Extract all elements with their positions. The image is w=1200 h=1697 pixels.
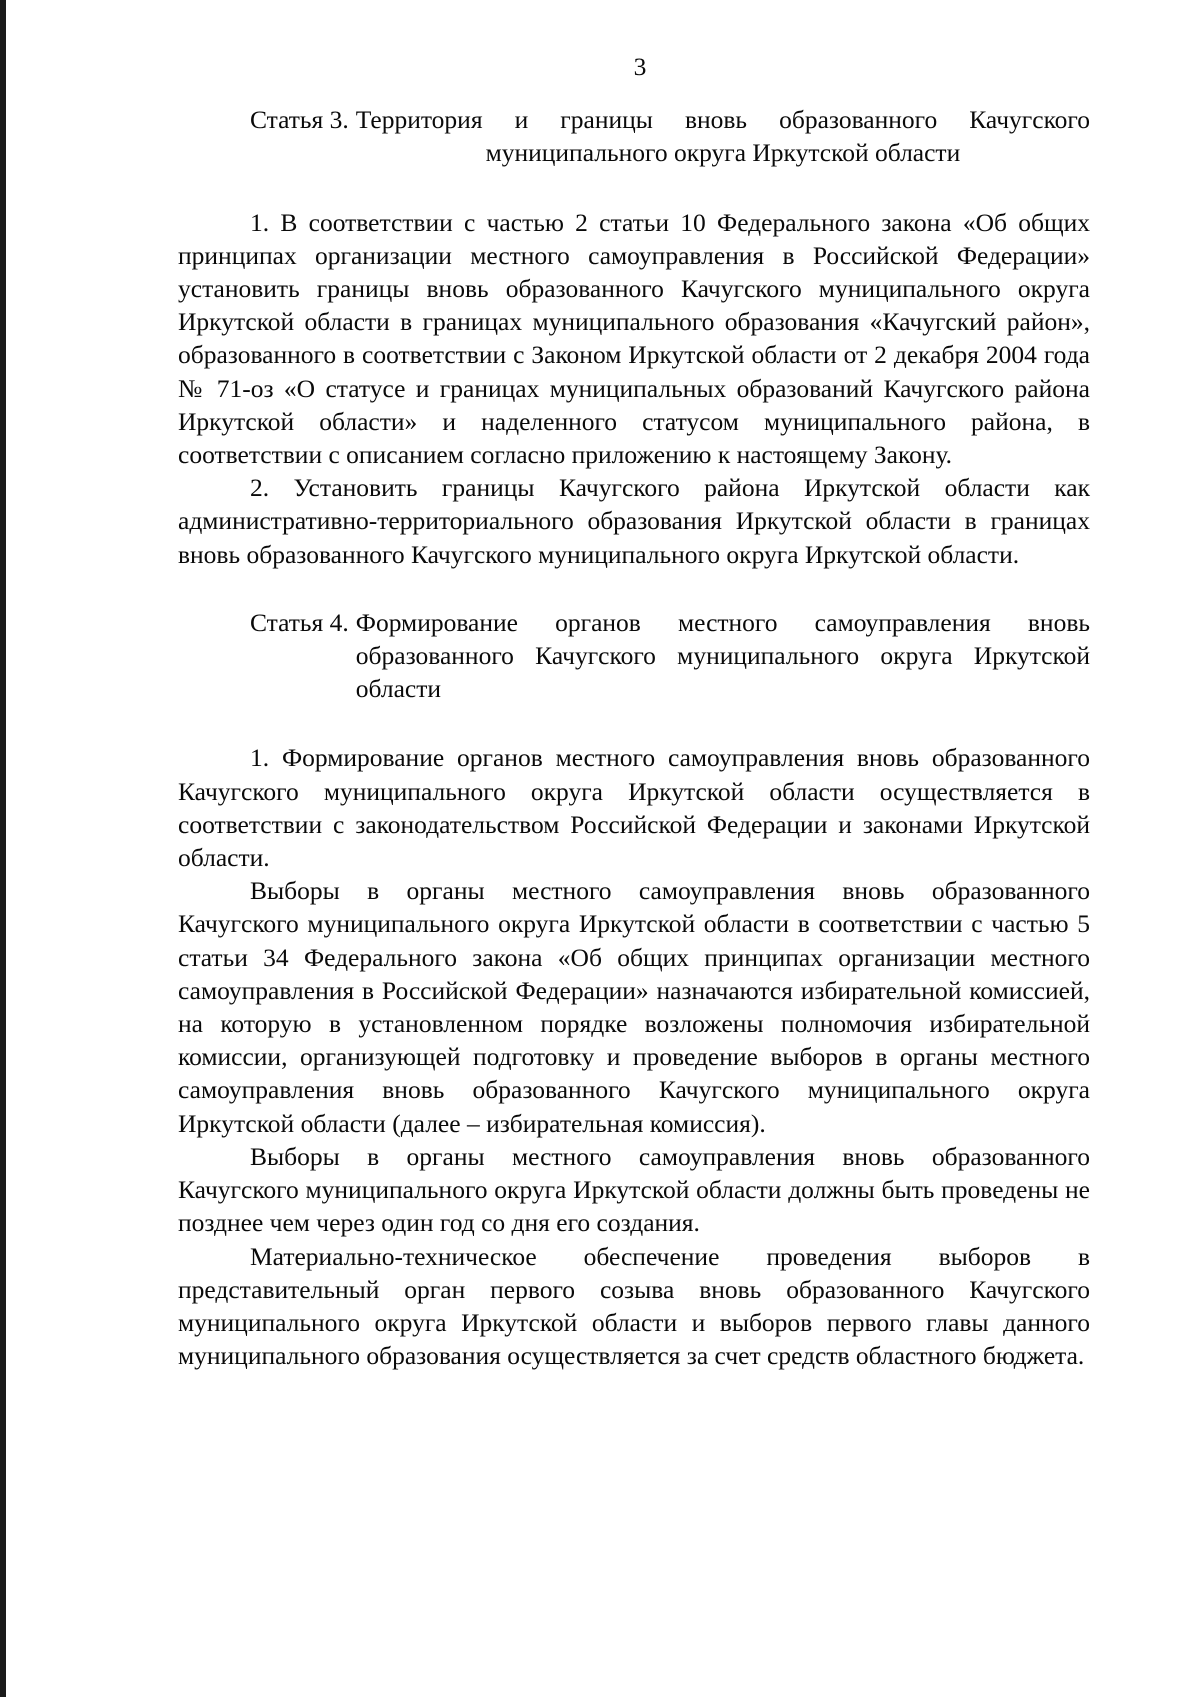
spacer bbox=[178, 170, 1090, 206]
article-4-label: Статья 4. bbox=[250, 607, 349, 637]
article-4-paragraph-4: Материально-техническое обеспечение проведения выборов в представительный орган первого созыва вновь образованного Качугского муниципального округа Иркутской области и выборов первого главы данного муниципального образования осуществляется за счет средств областного бюджета. bbox=[178, 1241, 1090, 1371]
article-4-heading bbox=[250, 606, 1090, 706]
spacer bbox=[178, 705, 1090, 741]
article-4-paragraph-3: Выборы в органы местного самоуправления вновь образованного Качугского муниципального округа Иркутской области должны быть проведены не позднее чем через один год со дня его создания. bbox=[178, 1141, 1090, 1238]
article-3-label: Статья 3. bbox=[250, 105, 349, 135]
article-4-paragraph-1: 1. Формирование органов местного самоуправления вновь образованного Качугского муниципального округа Иркутской области осуществляется в соответствии с законодательством Российской Федерации и законами Иркутской области. bbox=[178, 743, 1090, 873]
article-3-title: Территория и границы вновь образованного Качугского муниципального округа Иркутской области bbox=[355, 105, 1090, 168]
article-4-title: Формирование органов местного самоуправления вновь образованного Качугского муниципального округа Иркутской области bbox=[355, 607, 1090, 704]
scan-edge bbox=[0, 0, 6, 1697]
article-3-heading bbox=[250, 103, 1090, 169]
document-page bbox=[178, 50, 1090, 1372]
article-3-paragraph-1: 1. В соответствии с частью 2 статьи 10 Федерального закона «Об общих принципах организации местного самоуправления в Российской Федерации» установить границы вновь образованного Качугского муниципального округа Иркутской области в границах муниципального образования «Качугский район», образованного в соответствии с Законом Иркутской области от 2 декабря 2004 года № 71-оз «О статусе и границах муниципальных образований Качугского района Иркутской области» и наделенного статусом муниципального района, в соответствии с описанием согласно приложению к настоящему Закону. bbox=[178, 207, 1090, 470]
article-3-paragraph-2: 2. Установить границы Качугского района Иркутской области как административно-территориального образования Иркутской области в границах вновь образованного Качугского муниципального округа Иркутской области. bbox=[178, 473, 1090, 569]
page-number: 3 bbox=[633, 52, 647, 81]
article-4-paragraph-2: Выборы в органы местного самоуправления вновь образованного Качугского муниципального округа Иркутской области в соответствии с частью 5 статьи 34 Федерального закона «Об общих принципах организации местного самоуправления в Российской Федерации» назначаются избирательной комиссией, на которую в установленном порядке возложены полномочия избирательной комиссии, организующей подготовку и проведение выборов в органы местного самоуправления вновь образованного Качугского муниципального округа Иркутской области (далее – избирательная комиссия). bbox=[178, 876, 1090, 1138]
